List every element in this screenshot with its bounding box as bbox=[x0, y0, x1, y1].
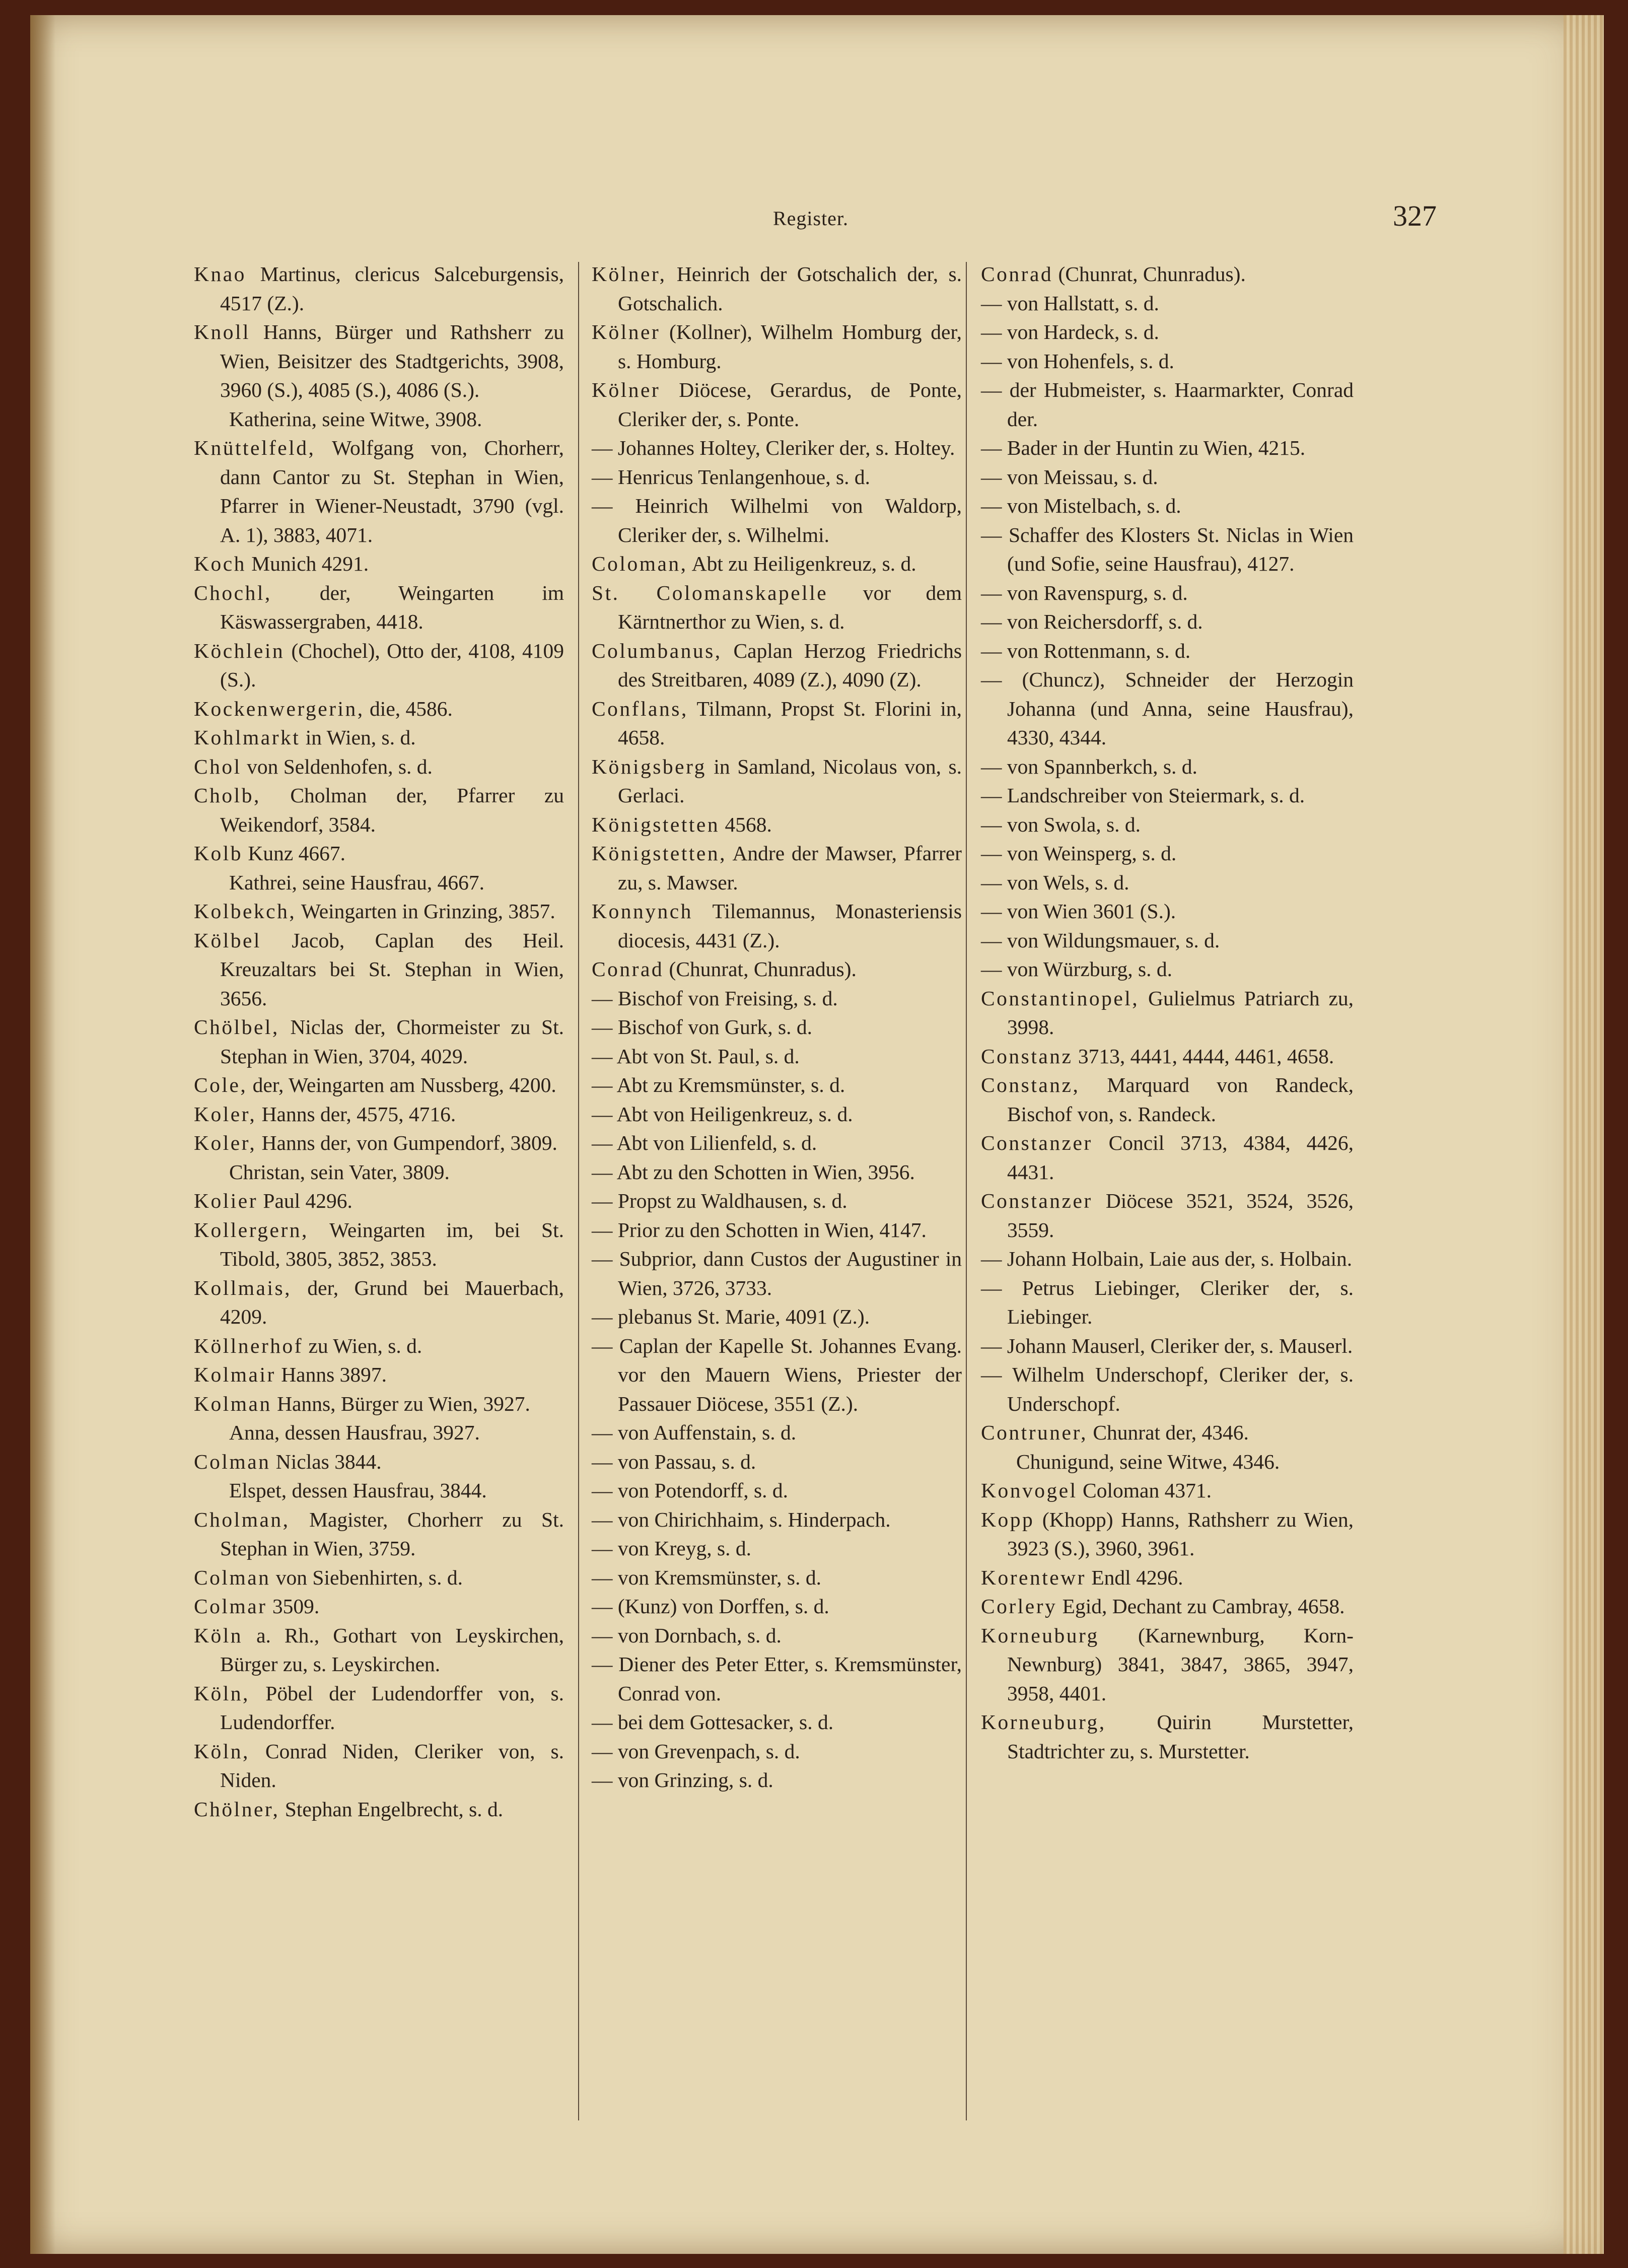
entry-heading: Colman bbox=[194, 1565, 271, 1589]
index-entry bbox=[194, 723, 564, 752]
entry-heading: Kolb bbox=[194, 842, 243, 865]
entry-heading: Köln, bbox=[194, 1739, 250, 1763]
sub-entry: — von Auffenstain, s. d. bbox=[592, 1421, 797, 1444]
index-entry bbox=[981, 1071, 1354, 1129]
entry-heading: Cholb, bbox=[194, 784, 261, 807]
entry-text: die, 4586. bbox=[370, 697, 453, 720]
entry-heading: Kolman bbox=[194, 1392, 272, 1415]
sub-entry: — von Mistelbach, s. d. bbox=[981, 494, 1181, 517]
entry-heading: Chochl, bbox=[194, 581, 272, 604]
index-entry bbox=[194, 637, 564, 695]
entry-heading: Constanzer bbox=[981, 1189, 1093, 1212]
sub-entry: — Bader in der Huntin zu Wien, 4215. bbox=[981, 436, 1306, 459]
index-entry bbox=[194, 1505, 564, 1563]
entry-text: der, Weingarten am Nussberg, 4200. bbox=[252, 1073, 556, 1096]
continuation-entry: Kathrei, seine Hausfrau, 4667. bbox=[229, 870, 485, 894]
entry-text: Cholman der, Pfarrer zu Weikendorf, 3584. bbox=[220, 784, 564, 836]
continuation-entry: Katherina, seine Witwe, 3908. bbox=[229, 407, 482, 431]
continuation-entry: Christan, sein Vater, 3809. bbox=[229, 1160, 450, 1184]
entry-heading: Knoll bbox=[194, 320, 251, 343]
entry-heading: Colmar bbox=[194, 1595, 267, 1618]
entry-text: Abt zu Heiligenkreuz, s. d. bbox=[691, 552, 916, 575]
index-entry bbox=[981, 260, 1354, 289]
sub-entry: — von Hallstatt, s. d. bbox=[981, 291, 1159, 315]
sub-entry: — Johann Holbain, Laie aus der, s. Holbain. bbox=[981, 1247, 1353, 1270]
entry-heading: Knao bbox=[194, 262, 246, 286]
entry-heading: Koler, bbox=[194, 1102, 257, 1126]
entry-text: Paul 4296. bbox=[263, 1189, 352, 1212]
index-entry bbox=[981, 1187, 1354, 1245]
index-entry bbox=[194, 318, 564, 405]
index-entry bbox=[194, 549, 564, 579]
entry-text: Jacob, Caplan des Heil. Kreuzaltars bei St. Stephan in Wien, 3656. bbox=[220, 928, 564, 1010]
entry-heading: Königstetten bbox=[592, 812, 720, 836]
entry-text: (Chochel), Otto der, 4108, 4109 (S.). bbox=[220, 639, 564, 691]
index-entry bbox=[194, 1216, 564, 1274]
index-entry bbox=[194, 1274, 564, 1332]
entry-text: Hanns der, von Gumpendorf, 3809. bbox=[261, 1131, 557, 1154]
sub-entry: — von Würzburg, s. d. bbox=[981, 957, 1173, 981]
entry-text: Diöcese, Gerardus, de Ponte, Cleriker der, s. Ponte. bbox=[618, 378, 962, 431]
continuation-entry: Chunigund, seine Witwe, 4346. bbox=[1016, 1450, 1280, 1473]
index-entry bbox=[194, 1360, 564, 1390]
entry-heading: Kollmais, bbox=[194, 1276, 292, 1299]
sub-entry: — von Grevenpach, s. d. bbox=[592, 1739, 800, 1763]
sub-entry: — von Hohenfels, s. d. bbox=[981, 349, 1174, 373]
entry-text: Gulielmus Patriarch zu, 3998. bbox=[1007, 986, 1354, 1039]
index-entry bbox=[194, 1129, 564, 1158]
index-entry bbox=[194, 839, 564, 868]
entry-text: a. Rh., Gothart von Leyskirchen, Bürger zu, s. Leyskirchen. bbox=[220, 1623, 564, 1676]
entry-text: Chunrat der, 4346. bbox=[1093, 1421, 1249, 1444]
sub-entry: — von Meissau, s. d. bbox=[981, 465, 1158, 489]
entry-text: Niclas der, Chormeister zu St. Stephan in Wien, 3704, 4029. bbox=[220, 1015, 564, 1068]
index-entry bbox=[194, 579, 564, 637]
entry-heading: Korentewr bbox=[981, 1565, 1086, 1589]
entry-heading: Corlery bbox=[981, 1595, 1057, 1618]
index-entry bbox=[194, 926, 564, 1013]
entry-heading: Köln, bbox=[194, 1681, 250, 1705]
entry-heading: Köchlein bbox=[194, 639, 285, 662]
entry-heading: Kockenwergerin, bbox=[194, 697, 365, 720]
entry-heading: Kolbekch, bbox=[194, 900, 297, 923]
column-rule bbox=[966, 262, 967, 2120]
continuation-entry: Anna, dessen Hausfrau, 3927. bbox=[229, 1421, 480, 1444]
sub-entry: — plebanus St. Marie, 4091 (Z.). bbox=[592, 1305, 870, 1328]
sub-entry: — bei dem Gottesacker, s. d. bbox=[592, 1710, 834, 1734]
entry-text: Tilemannus, Monasteriensis diocesis, 4431 (Z.). bbox=[618, 900, 962, 952]
sub-entry: — von Weinsperg, s. d. bbox=[981, 842, 1177, 865]
entry-text: Hanns, Bürger und Rathsherr zu Wien, Beisitzer des Stadtgerichts, 3908, 3960 (S.), 4085 (S.), 4086 (S.). bbox=[220, 320, 564, 401]
entry-text: (Khopp) Hanns, Rathsherr zu Wien, 3923 (S.), 3960, 3961. bbox=[1007, 1507, 1354, 1560]
index-entry bbox=[592, 839, 962, 897]
entry-text: der, Grund bei Mauerbach, 4209. bbox=[220, 1276, 564, 1328]
entry-heading: Köln bbox=[194, 1623, 243, 1647]
entry-text: Hanns, Bürger zu Wien, 3927. bbox=[277, 1392, 530, 1415]
index-entry bbox=[981, 1563, 1354, 1593]
entry-text: Martinus, clericus Salceburgensis, 4517 (Z.). bbox=[220, 262, 564, 315]
index-entry bbox=[194, 1795, 564, 1824]
entry-heading: Colman bbox=[194, 1450, 271, 1473]
entry-text: (Karnewnburg, Korn-Newnburg) 3841, 3847, 3865, 3947, 3958, 4401. bbox=[1007, 1623, 1354, 1705]
entry-text: Wolfgang von, Chorherr, dann Cantor zu St. Stephan in Wien, Pfarrer in Wiener-Neustadt, 3790 (vgl. A. 1), 3883, 4071. bbox=[220, 436, 564, 546]
index-entry bbox=[194, 1737, 564, 1795]
entry-heading: Königsberg bbox=[592, 754, 706, 778]
entry-heading: Kolmair bbox=[194, 1363, 276, 1386]
entry-heading: Knüttelfeld, bbox=[194, 436, 316, 459]
entry-heading: Kopp bbox=[981, 1507, 1035, 1531]
sub-entry: — von Hardeck, s. d. bbox=[981, 320, 1159, 343]
sub-entry: — Abt von Heiligenkreuz, s. d. bbox=[592, 1102, 853, 1126]
entry-text: in Wien, s. d. bbox=[305, 726, 416, 749]
index-entry bbox=[592, 752, 962, 810]
entry-text: Munich 4291. bbox=[251, 552, 369, 575]
sub-entry: — von Kremsmünster, s. d. bbox=[592, 1565, 821, 1589]
entry-heading: Coloman, bbox=[592, 552, 688, 575]
entry-heading: Kölner, bbox=[592, 262, 667, 286]
sub-entry: — Petrus Liebinger, Cleriker der, s. Liebinger. bbox=[981, 1276, 1354, 1328]
index-entry bbox=[981, 1476, 1354, 1505]
index-entry bbox=[194, 897, 564, 926]
entry-heading: Constanzer bbox=[981, 1131, 1093, 1154]
entry-text: Marquard von Randeck, Bischof von, s. Randeck. bbox=[1007, 1073, 1354, 1126]
sub-entry: — Propst zu Waldhausen, s. d. bbox=[592, 1189, 847, 1212]
entry-heading: Chölbel, bbox=[194, 1015, 279, 1039]
entry-text: Coloman 4371. bbox=[1083, 1479, 1212, 1502]
sub-entry: — von Potendorff, s. d. bbox=[592, 1479, 789, 1502]
index-entry bbox=[194, 1448, 564, 1477]
sub-entry: — Bischof von Gurk, s. d. bbox=[592, 1015, 813, 1039]
index-entry bbox=[194, 1621, 564, 1679]
sub-entry: — (Kunz) von Dorffen, s. d. bbox=[592, 1595, 829, 1618]
sub-entry: — von Swola, s. d. bbox=[981, 812, 1141, 836]
entry-heading: St. Colomanskapelle bbox=[592, 581, 828, 604]
entry-heading: Köllnerhof bbox=[194, 1334, 304, 1357]
sub-entry: — von Grinzing, s. d. bbox=[592, 1768, 773, 1792]
entry-text: Hanns 3897. bbox=[281, 1363, 387, 1386]
index-entry bbox=[194, 1071, 564, 1100]
entry-heading: Konnynch bbox=[592, 900, 693, 923]
entry-heading: Conrad bbox=[981, 262, 1053, 286]
sub-entry: — Abt zu den Schotten in Wien, 3956. bbox=[592, 1160, 915, 1184]
entry-text: von Seldenhofen, s. d. bbox=[247, 754, 433, 778]
entry-heading: Constanz bbox=[981, 1044, 1073, 1068]
entry-heading: Königstetten, bbox=[592, 842, 727, 865]
entry-text: Heinrich der Gotschalich der, s. Gotschalich. bbox=[618, 262, 962, 315]
entry-text: Diöcese 3521, 3524, 3526, 3559. bbox=[1007, 1189, 1354, 1242]
entry-text: Niclas 3844. bbox=[275, 1450, 382, 1473]
index-entry bbox=[981, 1505, 1354, 1563]
entry-text: Quirin Murstetter, Stadtrichter zu, s. Murstetter. bbox=[1007, 1710, 1354, 1763]
entry-heading: Kollergern, bbox=[194, 1218, 309, 1242]
index-entry bbox=[194, 434, 564, 549]
entry-text: in Samland, Nicolaus von, s. Gerlaci. bbox=[618, 754, 962, 807]
entry-heading: Cole, bbox=[194, 1073, 248, 1096]
index-entry bbox=[981, 1592, 1354, 1621]
sub-entry: — Abt von St. Paul, s. d. bbox=[592, 1044, 800, 1068]
sub-entry: — Bischof von Freising, s. d. bbox=[592, 986, 838, 1010]
sub-entry: — von Rottenmann, s. d. bbox=[981, 639, 1191, 662]
column-rule bbox=[578, 262, 579, 2120]
sub-entry: — (Chuncz), Schneider der Herzogin Johanna (und Anna, seine Hausfrau), 4330, 4344. bbox=[981, 668, 1354, 749]
entry-text: Weingarten im, bei St. Tibold, 3805, 3852, 3853. bbox=[220, 1218, 564, 1270]
entry-heading: Konvogel bbox=[981, 1479, 1078, 1502]
sub-entry: — Abt von Lilienfeld, s. d. bbox=[592, 1131, 817, 1154]
entry-text: Andre der Mawser, Pfarrer zu, s. Mawser. bbox=[618, 842, 962, 894]
entry-text: der, Weingarten im Käswassergraben, 4418. bbox=[220, 581, 564, 633]
entry-heading: Kölner bbox=[592, 320, 661, 343]
sub-entry: — der Hubmeister, s. Haarmarkter, Conrad der. bbox=[981, 378, 1354, 431]
index-entry bbox=[194, 695, 564, 724]
index-entry bbox=[981, 1129, 1354, 1187]
index-entry bbox=[592, 695, 962, 752]
entry-heading: Koch bbox=[194, 552, 246, 575]
entry-text: Weingarten in Grinzing, 3857. bbox=[301, 900, 555, 923]
sub-entry: — Wilhelm Underschopf, Cleriker der, s. Underschopf. bbox=[981, 1363, 1354, 1415]
entry-text: 3509. bbox=[272, 1595, 320, 1618]
index-entry bbox=[981, 1621, 1354, 1708]
sub-entry: — Landschreiber von Steiermark, s. d. bbox=[981, 784, 1305, 807]
entry-text: Egid, Dechant zu Cambray, 4658. bbox=[1062, 1595, 1345, 1618]
index-entry bbox=[592, 549, 962, 579]
entry-heading: Kohlmarkt bbox=[194, 726, 301, 749]
entry-text: Caplan Herzog Friedrichs des Streitbaren, 4089 (Z.), 4090 (Z). bbox=[618, 639, 962, 691]
index-entry bbox=[194, 1332, 564, 1361]
entry-heading: Chölner, bbox=[194, 1797, 280, 1821]
index-entry bbox=[592, 955, 962, 984]
sub-entry: — Schaffer des Klosters St. Niclas in Wien (und Sofie, seine Hausfrau), 4127. bbox=[981, 523, 1354, 575]
index-entry bbox=[592, 637, 962, 695]
index-entry bbox=[194, 1100, 564, 1129]
entry-text: (Kollner), Wilhelm Homburg der, s. Homburg. bbox=[618, 320, 962, 373]
entry-text: (Chunrat, Chunradus). bbox=[1058, 262, 1246, 286]
entry-heading: Constantinopel, bbox=[981, 986, 1140, 1010]
entry-text: vor dem Kärntnerthor zu Wien, s. d. bbox=[618, 581, 962, 633]
sub-entry: — von Wels, s. d. bbox=[981, 870, 1129, 894]
index-entry bbox=[194, 752, 564, 782]
sub-entry: — Johann Mauserl, Cleriker der, s. Mauserl. bbox=[981, 1334, 1353, 1357]
sub-entry: — von Ravenspurg, s. d. bbox=[981, 581, 1188, 604]
entry-text: Stephan Engelbrecht, s. d. bbox=[285, 1797, 504, 1821]
sub-entry: — von Reichersdorff, s. d. bbox=[981, 610, 1203, 633]
entry-heading: Kölner bbox=[592, 378, 661, 401]
entry-heading: Kolier bbox=[194, 1189, 258, 1212]
sub-entry: — Henricus Tenlangenhoue, s. d. bbox=[592, 465, 870, 489]
index-entry bbox=[194, 1563, 564, 1593]
entry-text: zu Wien, s. d. bbox=[308, 1334, 422, 1357]
running-title: Register. bbox=[772, 207, 849, 230]
index-entry bbox=[194, 1187, 564, 1216]
index-entry bbox=[194, 1679, 564, 1737]
entry-text: Conrad Niden, Cleriker von, s. Niden. bbox=[220, 1739, 564, 1792]
sub-entry: — Prior zu den Schotten in Wien, 4147. bbox=[592, 1218, 927, 1242]
entry-heading: Chol bbox=[194, 754, 242, 778]
sub-entry: — Caplan der Kapelle St. Johannes Evang. vor den Mauern Wiens, Priester der Passauer Diöcese, 3551 (Z.). bbox=[592, 1334, 962, 1415]
index-entry bbox=[592, 579, 962, 637]
index-entry bbox=[981, 1418, 1354, 1448]
sub-entry: — von Wien 3601 (S.). bbox=[981, 900, 1176, 923]
entry-text: Pöbel der Ludendorffer von, s. Ludendorffer. bbox=[220, 1681, 564, 1734]
index-entry bbox=[981, 984, 1354, 1042]
index-entry bbox=[592, 376, 962, 434]
entry-text: Endl 4296. bbox=[1091, 1565, 1183, 1589]
index-column-1 bbox=[194, 260, 564, 1824]
entry-heading: Contruner, bbox=[981, 1421, 1088, 1444]
entry-heading: Conflans, bbox=[592, 697, 688, 720]
entry-text: Kunz 4667. bbox=[248, 842, 346, 865]
entry-heading: Columbanus, bbox=[592, 639, 722, 662]
entry-text: (Chunrat, Chunradus). bbox=[669, 957, 857, 981]
sub-entry: — von Spannberkch, s. d. bbox=[981, 754, 1197, 778]
index-entry bbox=[194, 1013, 564, 1071]
entry-heading: Constanz, bbox=[981, 1073, 1080, 1096]
entry-heading: Conrad bbox=[592, 957, 664, 981]
binding-shadow bbox=[30, 15, 55, 2254]
entry-heading: Cholman, bbox=[194, 1507, 290, 1531]
entry-text: 4568. bbox=[725, 812, 772, 836]
entry-heading: Korneuburg bbox=[981, 1623, 1099, 1647]
sub-entry: — von Dornbach, s. d. bbox=[592, 1623, 782, 1647]
sub-entry: — Subprior, dann Custos der Augustiner in Wien, 3726, 3733. bbox=[592, 1247, 962, 1299]
index-entry bbox=[194, 1390, 564, 1419]
sub-entry: — von Passau, s. d. bbox=[592, 1450, 756, 1473]
index-column-3 bbox=[981, 260, 1354, 1766]
entry-text: Hanns der, 4575, 4716. bbox=[261, 1102, 456, 1126]
sub-entry: — von Wildungsmauer, s. d. bbox=[981, 928, 1220, 952]
page-edges bbox=[1564, 15, 1604, 2254]
index-entry bbox=[194, 1592, 564, 1621]
sub-entry: — von Chirichhaim, s. Hinderpach. bbox=[592, 1507, 891, 1531]
index-entry bbox=[981, 1042, 1354, 1071]
index-entry bbox=[592, 260, 962, 318]
entry-heading: Kölbel bbox=[194, 928, 261, 952]
entry-text: von Siebenhirten, s. d. bbox=[275, 1565, 463, 1589]
sub-entry: — Abt zu Kremsmünster, s. d. bbox=[592, 1073, 845, 1096]
sub-entry: — Heinrich Wilhelmi von Waldorp, Cleriker der, s. Wilhelmi. bbox=[592, 494, 962, 546]
index-entry bbox=[981, 1708, 1354, 1766]
entry-text: 3713, 4441, 4444, 4461, 4658. bbox=[1078, 1044, 1334, 1068]
entry-heading: Korneuburg, bbox=[981, 1710, 1106, 1734]
entry-text: Concil 3713, 4384, 4426, 4431. bbox=[1007, 1131, 1354, 1184]
sub-entry: — von Kreyg, s. d. bbox=[592, 1537, 751, 1560]
index-entry bbox=[592, 810, 962, 840]
index-entry bbox=[592, 897, 962, 955]
page-number: 327 bbox=[1393, 199, 1437, 232]
sub-entry: — Johannes Holtey, Cleriker der, s. Holtey. bbox=[592, 436, 955, 459]
index-entry bbox=[592, 318, 962, 376]
index-entry bbox=[194, 781, 564, 839]
sub-entry: — Diener des Peter Etter, s. Kremsmünster, Conrad von. bbox=[592, 1653, 962, 1705]
entry-text: Magister, Chorherr zu St. Stephan in Wien, 3759. bbox=[220, 1507, 564, 1560]
index-column-2 bbox=[592, 260, 962, 1795]
entry-heading: Koler, bbox=[194, 1131, 257, 1154]
continuation-entry: Elspet, dessen Hausfrau, 3844. bbox=[229, 1479, 487, 1502]
entry-text: Tilmann, Propst St. Florini in, 4658. bbox=[618, 697, 962, 749]
index-entry bbox=[194, 260, 564, 318]
